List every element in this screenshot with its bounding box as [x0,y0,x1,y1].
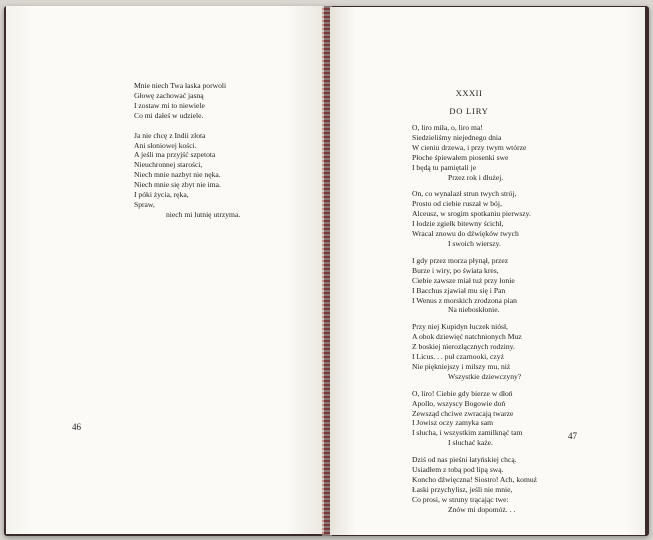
stanza [412,189,537,248]
verse-line: Wszystkie dziewczyny? [448,371,522,381]
verse-line: Apollo, wszyscy Bogowie doń [412,398,506,408]
verse-line: Łaski przychylisz, jeśli nie mnie, [412,484,513,494]
verse-line: Zewsząd chciwe zwracają twarze [412,408,514,418]
verse-line: Co mi dałeś w udziele. [134,110,204,120]
verse-line: Ja nie chcę z Indii złota [134,130,206,140]
verse-line: I Jowisz oczy zamyka sam [412,418,493,428]
poem-title: DO LIRY [449,106,489,116]
verse-line: I swoich wierszy. [448,238,501,248]
verse-line: Nie piękniejszy i milszy mu, niż [412,361,511,371]
verse-line: Głowę zachować jasną [134,90,204,100]
verse-line: On, co wynalazł strun twych strój, [412,189,517,199]
verse-line: Siedzieliśmy niejednego dnia [412,132,502,142]
verse-line: Przez rok i dłużej. [448,172,504,182]
verse-line: O, liro miła, o, liro ma! [412,123,483,132]
verse-line: Mnie niech Twa łaska porwoli [134,81,227,90]
left-poem [134,81,240,230]
verse-line: Znów mi dopomóż. . . [448,504,516,514]
verse-line: Nieuchronnej starości, [134,160,203,170]
verse-line: I słuchać każe. [448,438,493,448]
verse-line: Niech mnie się zbyt nie ima. [134,180,221,190]
stanza [412,455,537,514]
verse-line: Z boskiej nierozłącznych rodziny. [412,342,515,352]
verse-line: A jeśli ma przyjść szpetota [134,150,216,160]
stanza [412,256,537,315]
right-poem [412,123,537,522]
verse-line: I gdy przez morza płynął, przez [412,255,509,265]
verse-line: A obok dziewięć natchnionych Muz [412,332,522,342]
stanza [412,322,537,381]
verse-line: I słucha, i wszystkim zamilknąć tam [412,428,523,438]
verse-line: Przy niej Kupidyn łuczek niósł, [412,322,508,332]
verse-line: Niech mnie nazbyt nie nęka. [134,170,221,180]
verse-line: Prosto od ciebie ruszał w bój, [412,199,502,209]
verse-line: I póki życia, ręka, [134,190,189,200]
stanza [412,123,537,182]
verse-line: Burze i wiry, po świata kres, [412,265,499,275]
poem-number: XXXII [455,88,483,98]
verse-line: Spraw, [134,199,155,209]
page-number-right: 47 [568,431,577,441]
verse-line: Ani słoniowej kości. [134,140,197,150]
verse-line: I Wenus z morskich zrodzona pian [412,295,517,305]
verse-line: O, liro! Ciebie gdy bierze w dłoń [412,388,513,398]
verse-line: I Bacchus zjawiał mu się i Pan [412,285,506,295]
verse-line: I zostaw mi to niewiele [134,100,205,110]
verse-line: Koncho dźwięczna! Siostro! Ach, komuż [412,475,538,484]
left-page [6,6,324,534]
verse-line: Co prosi, w struny trącając twe: [412,494,509,504]
verse-line: I będą tu pamiętali je [412,162,477,172]
verse-line: Wracał znowu do dźwięków twych [412,229,519,239]
stanza [412,389,537,448]
verse-line: Ciebie zawsze miał tuż przy łonie [412,275,515,285]
open-book [4,6,649,536]
verse-line: W cieniu drzewa, i przy twym wtórze [412,142,527,152]
stanza [134,81,240,121]
verse-line: Na nieboskłonie. [448,305,500,315]
verse-line: Usiadłem z tobą pod lipą swą. [412,465,504,475]
verse-line: Płoche śpiewałem piosenki swe [412,152,509,162]
verse-line: I łodzie zgiełk bitewny ścichł, [412,219,504,229]
verse-line: niech mi lutnię utrzyma. [166,209,241,219]
verse-line: Dziś od nas pieśni łatyńskiej chcą. [412,455,517,465]
verse-line: Alceusz, w srogim spotkaniu pierwszy. [412,209,531,219]
stanza [134,131,240,220]
page-number-left: 46 [72,422,81,432]
right-page [330,7,645,535]
verse-line: I Licus. . . puł czarnooki, czyż [412,352,504,362]
